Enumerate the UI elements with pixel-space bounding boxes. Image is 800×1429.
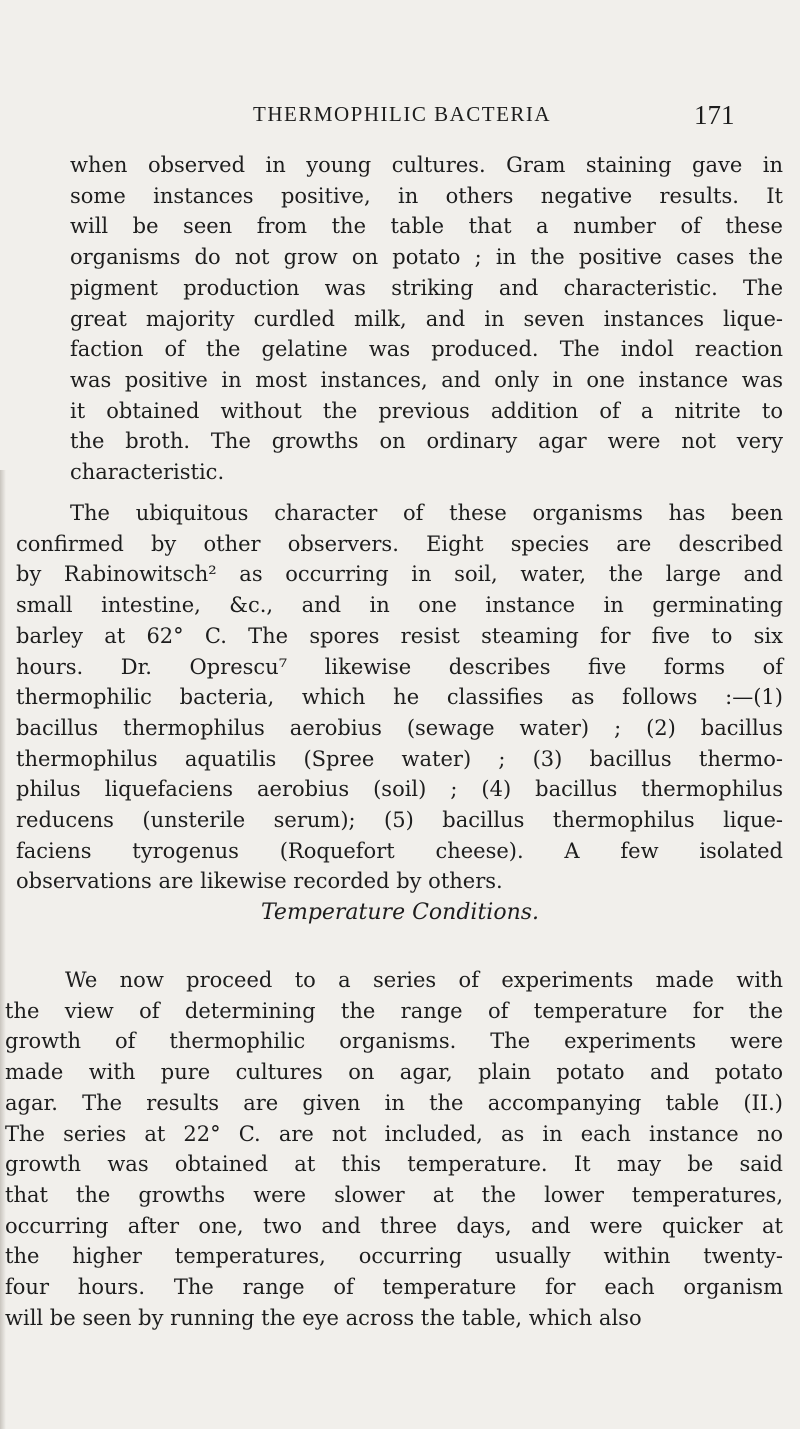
text-line: We now proceed to a series of experiments made with [65,968,783,992]
text-line: growth was obtained at this temperature. It may be said [5,1152,783,1177]
text-line: the broth. The growths on ordinary agar were not very [70,429,783,454]
text-line: will be seen from the table that a number of these [70,214,783,239]
text-line: the higher temperatures, occurring usually within twenty- [5,1244,783,1269]
text-line: some instances positive, in others negative results. It [70,183,783,208]
page-number: 171 [694,100,735,130]
text-line: The series at 22° C. are not included, as in each instance no [5,1121,783,1146]
text-line: the view of determining the range of temperature for the [5,998,783,1023]
text-line: growth of thermophilic organisms. The experiments were [5,1029,783,1054]
text-line: The ubiquitous character of these organisms has been [70,501,783,525]
text-line: four hours. The range of temperature for each organism [5,1275,783,1299]
text-line: barley at 62° C. The spores resist steaming for five to six [16,623,783,648]
text-line: small intestine, &c., and in one instance in germinating [16,593,783,618]
text-line: faction of the gelatine was produced. The indol reaction [70,337,783,362]
section-heading: Temperature Conditions. [260,900,540,925]
text-line: thermophilus aquatilis (Spree water) ; (3) bacillus thermo- [16,746,783,771]
text-line: agar. The results are given in the accompanying table (II.) [5,1090,783,1115]
text-line: hours. Dr. Oprescu⁷ likewise describes five forms of [16,654,783,679]
text-line: will be seen by running the eye across the table, which also [5,1305,642,1330]
running-header [0,102,800,142]
text-line: faciens tyrogenus (Roquefort cheese). A few isolated [16,838,783,863]
text-line: organisms do not grow on potato ; in the positive cases the [70,245,783,270]
text-line: philus liquefaciens aerobius (soil) ; (4) bacillus thermophilus [16,777,783,802]
text-line: it obtained without the previous addition of a nitrite to [70,398,783,423]
text-line: confirmed by other observers. Eight species are described [16,531,783,556]
text-line: great majority curdled milk, and in seven instances lique- [70,306,783,331]
text-line: thermophilic bacteria, which he classifies as follows :—(1) [16,685,783,710]
text-line: that the growths were slower at the lower temperatures, [5,1182,783,1207]
text-line: characteristic. [70,460,225,484]
text-line: pigment production was striking and characteristic. The [70,275,783,300]
text-line: occurring after one, two and three days, and were quicker at [5,1213,783,1238]
text-line: was positive in most instances, and only in one instance was [70,367,783,392]
text-line: when observed in young cultures. Gram staining gave in [70,153,783,177]
text-line: reducens (unsterile serum); (5) bacillus thermophilus lique- [16,808,783,832]
text-line: bacillus thermophilus aerobius (sewage water) ; (2) bacillus [16,715,783,740]
text-line: made with pure cultures on agar, plain potato and potato [5,1060,783,1085]
text-line: observations are likewise recorded by others. [16,869,503,894]
text-line: by Rabinowitsch² as occurring in soil, water, the large and [16,562,783,587]
running-title: THERMOPHILIC BACTERIA [253,102,552,126]
